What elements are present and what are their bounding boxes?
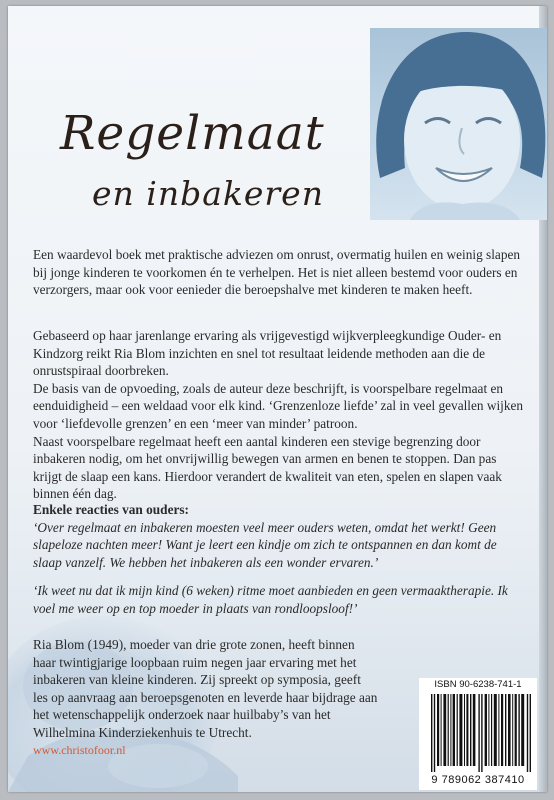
back-cover (8, 6, 547, 792)
parent-quote-1: ‘Over regelmaat en inbakeren moesten veel meer ouders weten, omdat het werkt! Geen slapeloze nachten meer! Want je leert een kindje om zich te ontspannen en dan komt de slaap vanzelf. We hebben het inbakeren als een wonder ervaren.’ (33, 519, 497, 570)
book-subtitle: en inbakeren (92, 174, 324, 213)
isbn-number: ISBN 90-6238-741-1 (434, 679, 522, 690)
barcode (419, 678, 537, 790)
barcode-bars (431, 694, 531, 772)
description-paragraph-3: Naast voorspelbare regelmaat heeft een aantal kinderen een stevige begrenzing door inbakeren nodig, om het onvrijwillig bewegen van armen en benen te stoppen. Dan pas krijgt de slaap een kans. Hierdoor verandert de kwaliteit van eten, spelen en slapen vaak binnen één dag. (33, 433, 502, 502)
description-block (33, 327, 528, 503)
ean-number: 9 789062 387410 (431, 774, 525, 786)
parent-quote-2: ‘Ik weet nu dat ik mijn kind (6 weken) ritme moet aanbieden en geen vermaaktherapie. Ik voel me weer op en top moeder in plaats van rondloopsloof!’ (33, 583, 508, 616)
author-photo (370, 28, 547, 220)
reactions-heading: Enkele reacties van ouders: (33, 502, 189, 517)
intro-paragraph: Een waardevol boek met praktische adviezen om onrust, overmatig huilen en weinig slapen bij jonge kinderen te voorkomen én te verhelpen. Het is niet alleen bestemd voor ouders en verzorgers, maar ook voor eenieder die beroepshalve met kinderen te maken heeft. (33, 247, 521, 298)
book-title: Regelmaat (60, 106, 325, 161)
reactions-block (33, 501, 528, 571)
author-bio: Ria Blom (1949), moeder van drie grote zonen, heeft binnen haar twintigjarige loopbaan ruim negen jaar ervaring met het inbakeren van kleine kinderen. Zij spreekt op symposia, geeft les op aanvraag aan beroepsgenoten en leverde haar bijdrage aan het wetenschappelijk onderzoek naar huilbaby’s van het Wilhelmina Kinderziekenhuis te Utrecht. (33, 637, 378, 740)
description-paragraph-2: De basis van de opvoeding, zoals de auteur deze beschrijft, is voorspelbare regelmaat en eenduidigheid – een weldaad voor elk kind. ‘Grenzenloze liefde’ zal in veel gevallen wijken voor ‘liefdevolle grenzen’ en een ‘meer van minder’ patroon. (33, 380, 524, 431)
publisher-url: www.christofoor.nl (33, 743, 126, 757)
description-paragraph-1: Gebaseerd op haar jarenlange ervaring als vrijgevestigd wijkverpleegkundige Ouder- en Kindzorg reikt Ria Blom inzichten en snel tot resultaat leidende methoden aan die de onrustspiraal doorbreken. (33, 328, 502, 379)
